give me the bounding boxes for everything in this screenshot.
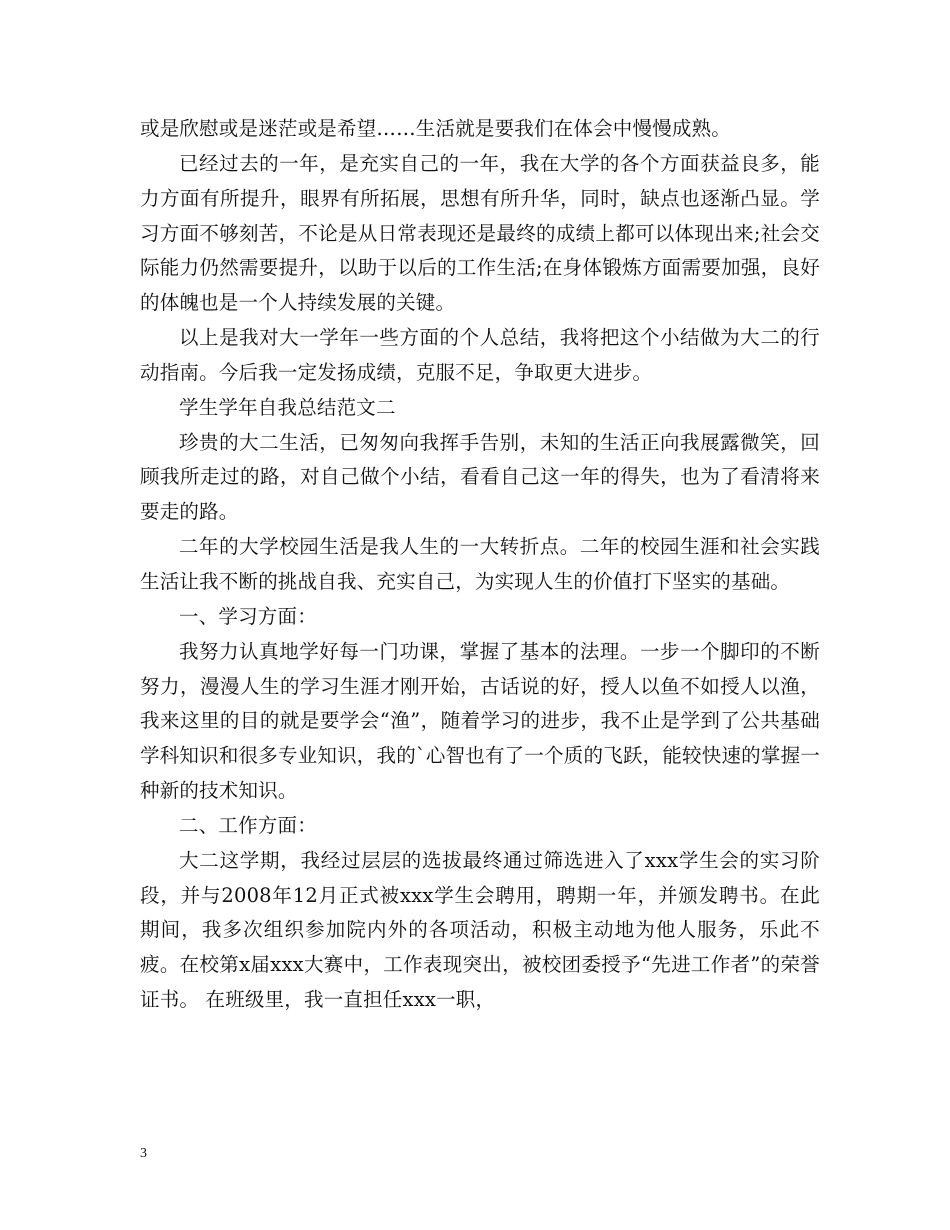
subsection-heading: 一、学习方面：	[179, 604, 317, 628]
page-number: 3	[140, 1146, 147, 1161]
paragraph: 我努力认真地学好每一门功课，掌握了基本的法理。一步一个脚印的不断努力，漫漫人生的学习生涯才刚开始，古话说的好，授人以鱼不如授人以渔，我来这里的目的就是要学会“渔”，随着学习的进步，我不止是学到了公共基础学科知识和很多专业知识，我的`心智也有了一个质的飞跃，能较快速的掌握一种新的技术知识。	[140, 639, 820, 803]
paragraph: 二年的大学校园生活是我人生的一大转折点。二年的校园生涯和社会实践生活让我不断的挑战自我、充实自己，为实现人生的价值打下坚实的基础。	[140, 535, 820, 593]
paragraph: 珍贵的大二生活，已匆匆向我挥手告别，未知的生活正向我展露微笑，回顾我所走过的路，对自己做个小结，看看自己这一年的得失，也为了看清将来要走的路。	[140, 430, 820, 524]
paragraph: 或是欣慰或是迷茫或是希望……生活就是要我们在体会中慢慢成熟。	[140, 117, 732, 140]
paragraph: 已经过去的一年，是充实自己的一年，我在大学的各个方面获益良多，能力方面有所提升，眼界有所拓展，思想有所升华，同时，缺点也逐渐凸显。学习方面不够刻苦，不论是从日常表现还是最终的成绩上都可以体现出来;社会交际能力仍然需要提升，以助于以后的工作生活;在身体锻炼方面需要加强，良好的体魄也是一个人持续发展的关键。	[140, 151, 820, 315]
paragraph: 以上是我对大一学年一些方面的个人总结，我将把这个小结做为大二的行动指南。今后我一定发扬成绩，克服不足，争取更大进步。	[140, 326, 820, 384]
section-heading: 学生学年自我总结范文二	[179, 395, 396, 419]
paragraph: 大二这学期，我经过层层的选拔最终通过筛选进入了xxx学生会的实习阶段，并与2008年12月正式被xxx学生会聘用，聘期一年，并颁发聘书。在此期间，我多次组织参加院内外的各项活动，积极主动地为他人服务，乐此不疲。在校第x届xxx大赛中，工作表现突出，被校团委授予“先进工作者”的荣誉证书。 在班级里，我一直担任xxx一职，	[140, 848, 820, 1012]
body-text	[140, 112, 820, 1018]
subsection-heading: 二、工作方面：	[179, 813, 317, 837]
